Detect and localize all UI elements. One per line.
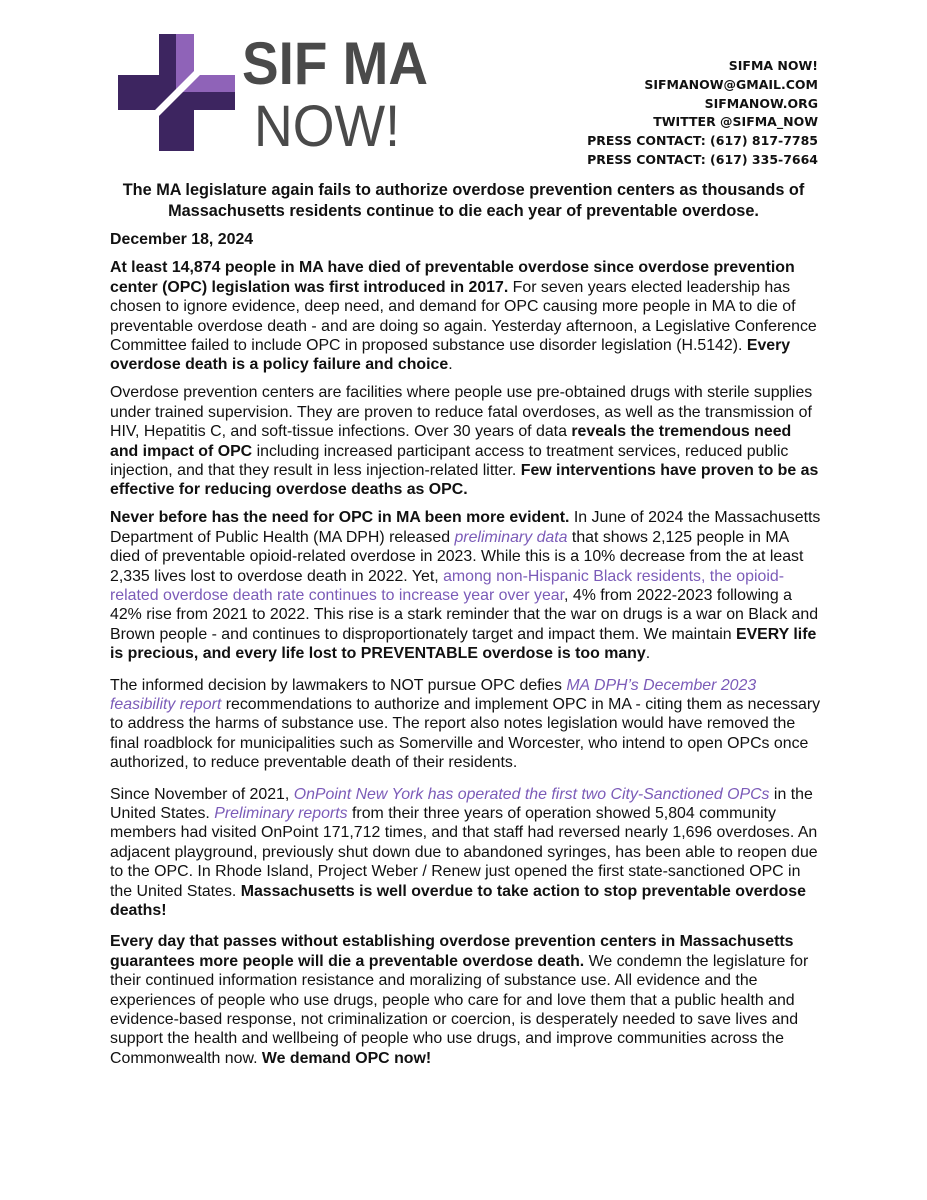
p2-bold: reveals the tremendous need and impact of OPC [110, 423, 792, 460]
paragraph-5 [110, 785, 822, 921]
paragraph-6 [110, 932, 822, 1068]
p3-text-2: that shows 2,125 people in MA died of preventable opioid-related overdose in 2023. While this is a 10% decrease from the at least 2,335 lives lost to overdose death in 2022. Yet, [110, 528, 804, 585]
p2-text: Overdose prevention centers are facilities where people use pre-obtained drugs with sterile supplies under trained supervision. They are proven to reduce fatal overdoses, as well as the transmission of HIV, Hepatitis C, and soft-tissue infections. Over 30 years of data [110, 384, 813, 441]
press-release-body [110, 230, 822, 1077]
contact-email[interactable]: SIFMANOW@GMAIL.COM [644, 76, 818, 92]
logo-line1: SIF MA [242, 34, 428, 97]
paragraph-4 [110, 676, 822, 773]
p1-end: . [448, 356, 453, 374]
paragraph-3 [110, 508, 822, 663]
black-residents-link[interactable]: among non-Hispanic Black residents, the opioid-related overdose death rate continues to increase year over year [110, 567, 785, 604]
p5-text-2: in the United States. [110, 785, 813, 822]
p6-bold-lead: Every day that passes without establishing overdose prevention centers in Massachusetts guarantees more people will die a preventable overdose death. [110, 933, 794, 970]
p2-text-2: including increased participant access to treatment services, reduced public injection, and that they result in less injection-related litter. [110, 442, 789, 479]
p1-bold-lead: At least 14,874 people in MA have died of preventable overdose since overdose prevention center (OPC) legislation was first introduced in 2017. [110, 259, 795, 296]
p5-bold-close: Massachusetts is well overdue to take action to stop preventable overdose deaths! [110, 882, 806, 919]
p4-text: The informed decision by lawmakers to NOT pursue OPC defies [110, 676, 567, 694]
p3-text: In June of 2024 the Massachusetts Department of Public Health (MA DPH) released [110, 509, 821, 546]
contact-twitter[interactable]: TWITTER @SIFMA_NOW [653, 114, 818, 130]
p3-bold-close: EVERY life is precious, and every life lost to PREVENTABLE overdose is too many [110, 625, 817, 663]
p5-text-3: from their three years of operation showed 5,804 community members had visited OnPoint 171,712 times, and that staff had reversed nearly 1,696 overdoses. An adjacent playground, previously shut down due to abandoned syringes, has been able to reopen due to the OPC. In Rhode Island, Project Weber / Renew just opened the first state-sanctioned OPC in the United States. [110, 804, 818, 900]
press-contact-1: PRESS CONTACT: (617) 817-7785 [587, 133, 818, 149]
p3-text-3: , 4% from 2022-2023 following a 42% rise from 2021 to 2022. This rise is a stark reminder that the war on drugs is a war on Black and Brown people - and continues to disproportionately target and impact them. We maintain [110, 586, 819, 643]
release-date: December 18, 2024 [110, 231, 254, 248]
p5-text: Since November of 2021, [110, 785, 294, 803]
medical-cross-icon [118, 34, 235, 151]
p3-bold-lead: Never before has the need for OPC in MA been more evident. [110, 509, 570, 527]
p4-text-2: recommendations to authorize and implement OPC in MA - citing them as necessary to address the harms of substance use. The report also notes legislation would have removed the final roadblock for municipalities such as Somerville and Worcester, who intend to open OPCs once authorized, to reduce preventable death of their residents. [110, 695, 821, 772]
p6-bold-close: We demand OPC now! [261, 1049, 432, 1067]
onpoint-link[interactable]: OnPoint New York has operated the first two City-Sanctioned OPCs [293, 785, 770, 803]
p2-bold-close: Few interventions have proven to be as effective for reducing overdose deaths as OPC. [110, 461, 819, 499]
logo-line2: NOW! [254, 94, 400, 152]
p1-bold-close: Every overdose death is a policy failure and choice [110, 337, 791, 374]
contact-org: SIFMA NOW! [728, 58, 818, 73]
preliminary-data-link[interactable]: preliminary data [454, 528, 568, 546]
p3-end: . [645, 645, 651, 663]
sifma-now-logo [118, 34, 430, 152]
p1-text: For seven years elected leadership has chosen to ignore evidence, deep need, and demand for OPC causing more people in MA to die of preventable overdose death - and are doing so again. Yesterday afternoon, a Legislative Conference Committee failed to include OPC in proposed substance use disorder legislation (H.5142). [110, 278, 817, 355]
press-contact-2: PRESS CONTACT: (617) 335-7664 [587, 151, 818, 167]
contact-website[interactable]: SIFMANOW.ORG [704, 95, 818, 111]
paragraph-2 [110, 383, 822, 499]
preliminary-reports-link[interactable]: Preliminary reports [214, 804, 348, 822]
paragraph-1 [110, 258, 822, 374]
contact-block [587, 57, 818, 170]
p6-text: We condemn the legislature for their continued information resistance and moralizing of substance use. All evidence and the experiences of people who use drugs, people who care for and love them that a public health and evidence-based response, not criminalization or coercion, is desperately needed to save lives and support the health and wellbeing of people who use drugs, and improve communities across the Commonwealth now. [110, 952, 809, 1067]
feasibility-report-link[interactable]: MA DPH’s December 2023 feasibility report [110, 676, 757, 713]
headline: The MA legislature again fails to authorize overdose prevention centers as thousands of Massachusetts residents continue to die each year of preventable overdose. [122, 181, 805, 220]
